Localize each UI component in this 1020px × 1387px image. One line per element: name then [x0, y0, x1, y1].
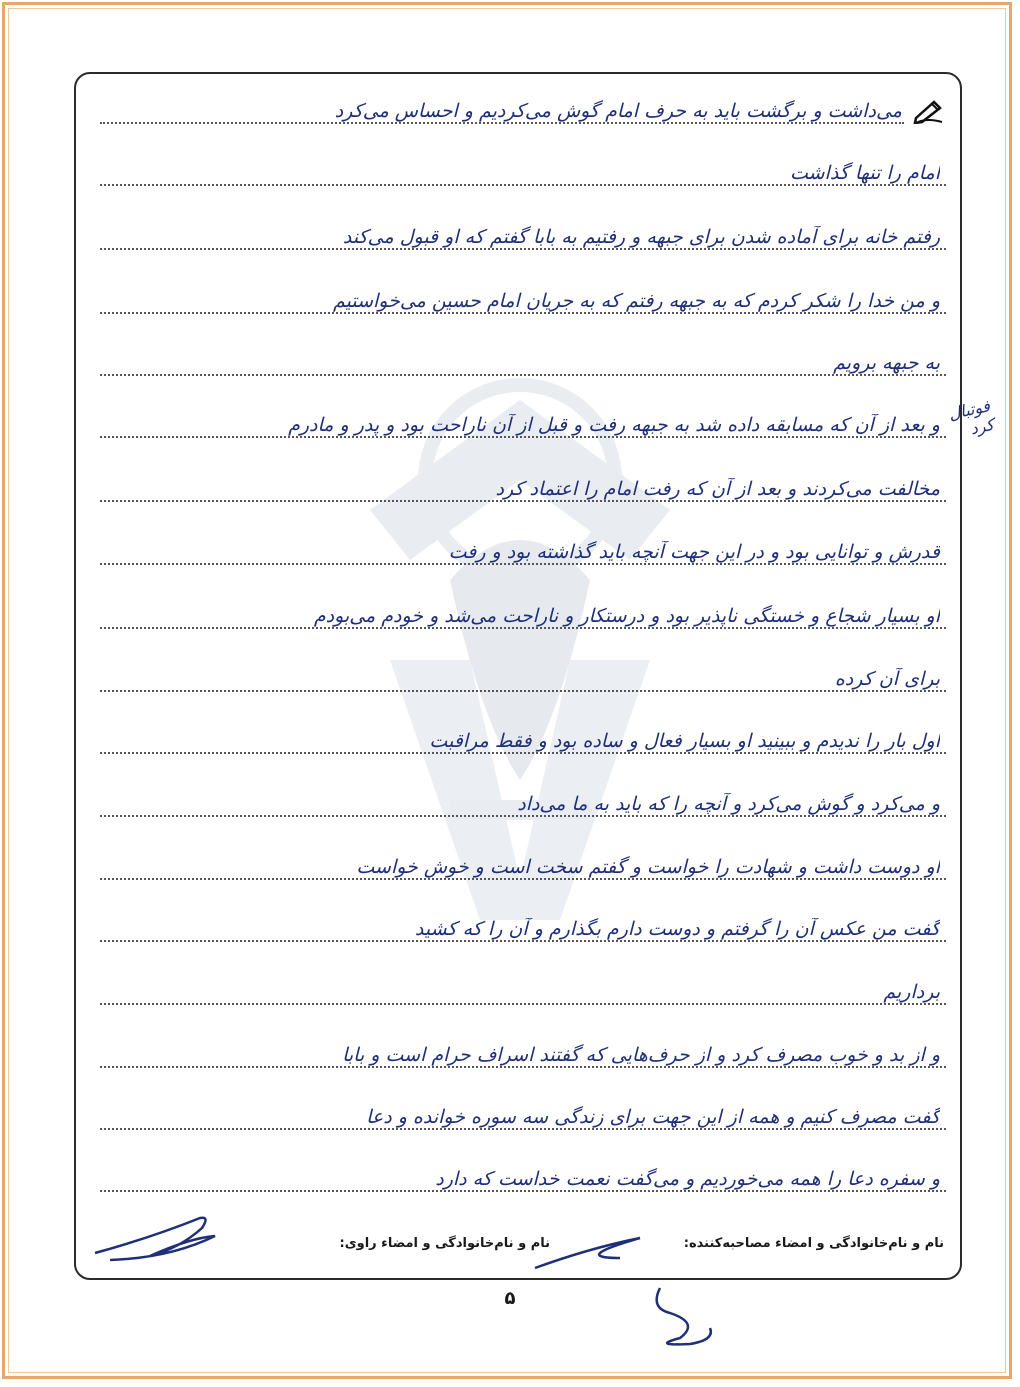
handwritten-line: و سفره دعا را همه می‌خوردیم و می‌گفت نعمت خداست که دارد [435, 1168, 940, 1190]
ruled-line [100, 563, 946, 565]
margin-note: فوتبال کرد [946, 396, 996, 439]
handwritten-line: می‌داشت و برگشت باید به حرف امام گوش می‌کردیم و احساس می‌کرد [334, 100, 902, 122]
handwritten-line: اول بار را ندیدم و ببینید او بسیار فعال و ساده بود و فقط مراقبت [429, 730, 940, 752]
ruled-line [100, 1128, 946, 1130]
handwritten-line: او دوست داشت و شهادت را خواست و گفتم سخت است و خوش خواست [356, 856, 940, 878]
handwritten-line: و بعد از آن که مسابقه داده شد به جبهه رفت و قبل از آن ناراحت بود و پدر و مادرم [288, 414, 940, 436]
interviewer-signature-label: نام و نام‌خانوادگی و امضاء مصاحبه‌کننده: [683, 1236, 944, 1251]
handwritten-line: و من خدا را شکر کردم که به جبهه رفتم که به جریان امام حسین می‌خواستیم [332, 290, 940, 312]
handwritten-line: رفتم خانه برای آماده شدن برای جبهه و رفتیم به بابا گفتم که او قبول می‌کند [342, 226, 940, 248]
ruled-line [100, 1003, 946, 1005]
page-number: ۵ [504, 1288, 516, 1309]
handwritten-line: به جبهه برویم [833, 352, 940, 374]
narrator-signature-label: نام و نام‌خانوادگی و امضاء راوی: [339, 1236, 550, 1251]
ruled-line [100, 878, 946, 880]
ruled-line [100, 1190, 946, 1192]
handwritten-line: گفت مصرف کنیم و همه از این جهت برای زندگی سه سوره خوانده و دعا [366, 1106, 940, 1128]
handwritten-line: قدرش و توانایی بود و در این جهت آنچه باید گذاشته بود و رفت [448, 541, 940, 563]
ruled-line [100, 690, 946, 692]
handwritten-line: و می‌کرد و گوش می‌کرد و آنچه را که باید به ما می‌داد [517, 793, 940, 815]
ruled-line [100, 248, 946, 250]
handwritten-line: و از بد و خوب مصرف کرد و از حرف‌هایی که گفتند اسراف حرام است و بابا [342, 1044, 940, 1066]
handwritten-line: گفت من عکس آن را گرفتم و دوست دارم بگذارم و آن را که کشید [414, 918, 940, 940]
ruled-line [100, 752, 946, 754]
handwritten-line: برداریم [883, 981, 940, 1003]
handwritten-line: مخالفت می‌کردند و بعد از آن که رفت امام را اعتماد کرد [495, 478, 940, 500]
ruled-line [100, 627, 946, 629]
ruled-line [100, 500, 946, 502]
narrator-signature [90, 1208, 220, 1268]
handwritten-line: برای آن کرده [834, 668, 940, 690]
ruled-line [100, 122, 904, 124]
handwritten-line: امام را تنها گذاشت [789, 162, 940, 184]
handwritten-line: او بسیار شجاع و خستگی ناپذیر بود و درستکار و ناراحت می‌شد و خودم می‌بودم [313, 605, 940, 627]
ruled-line [100, 374, 946, 376]
ruled-line [100, 940, 946, 942]
ruled-line [100, 312, 946, 314]
pen-icon [912, 98, 946, 124]
ruled-line [100, 436, 946, 438]
ruled-line [100, 1066, 946, 1068]
ruled-line [100, 815, 946, 817]
interviewer-signature [530, 1228, 720, 1348]
ruled-line [100, 184, 946, 186]
